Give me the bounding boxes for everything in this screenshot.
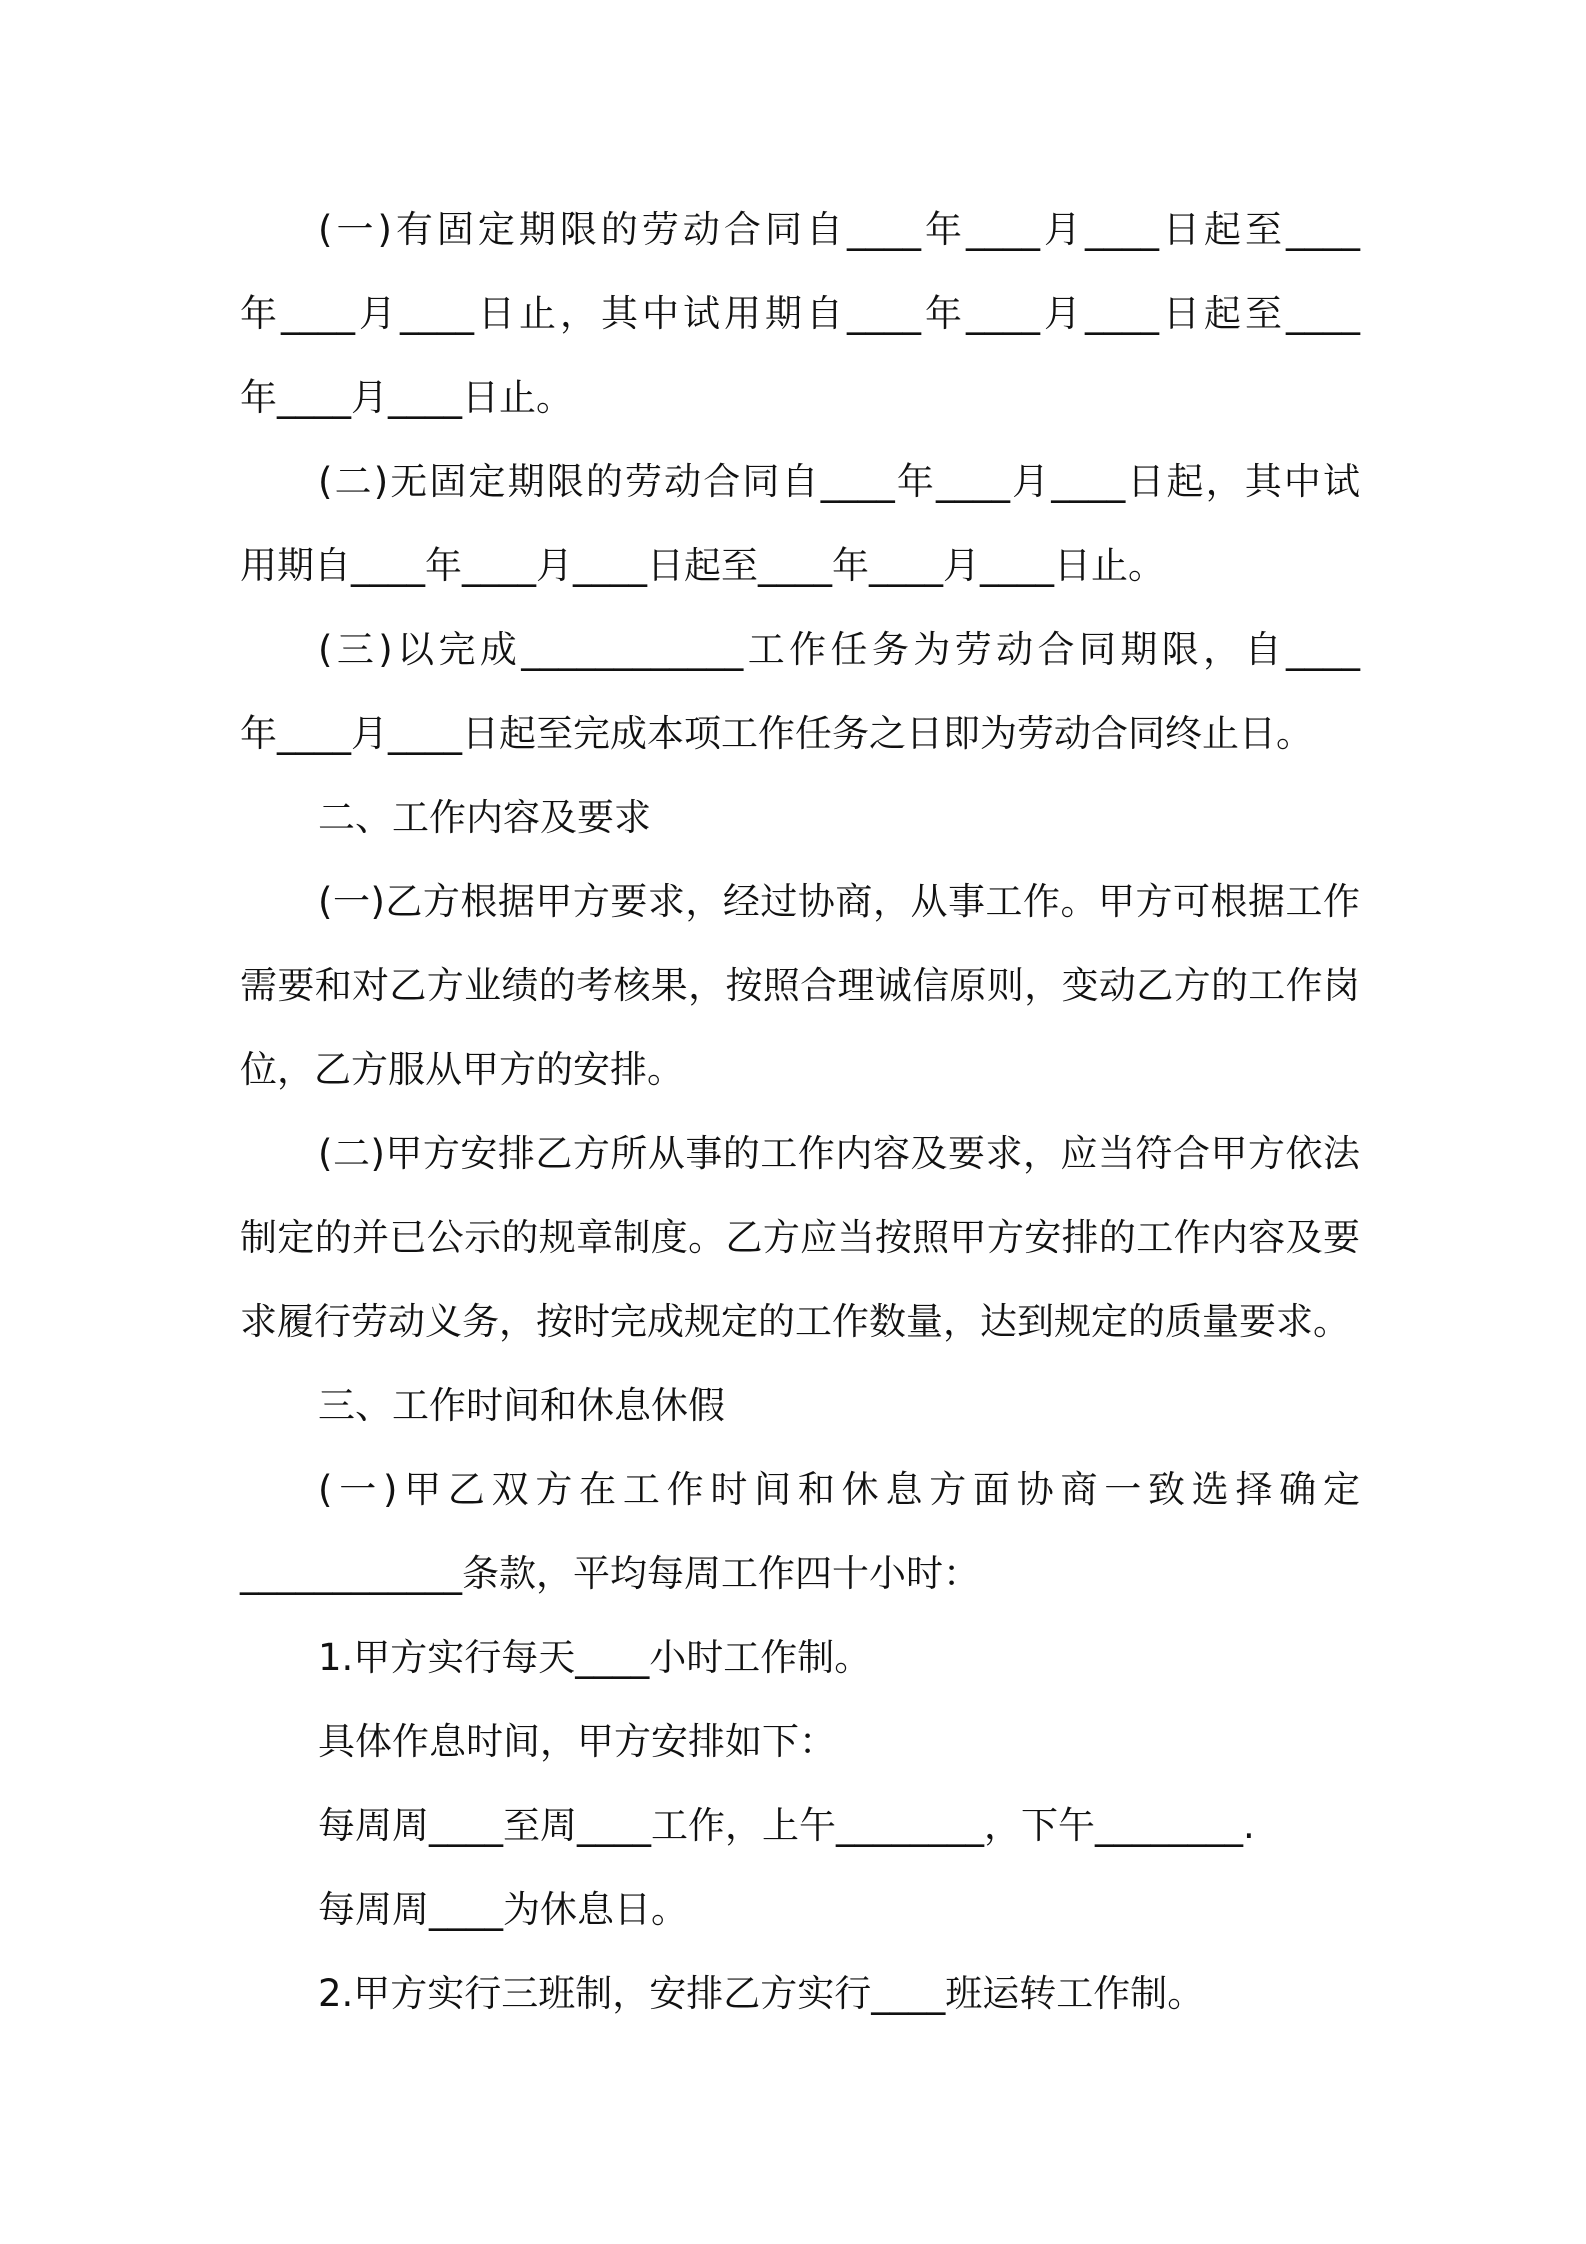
clause-2-2-line-2: 制定的并已公示的规章制度。乙方应当按照甲方安排的工作内容及要 (240, 1216, 1360, 1259)
item-2-line: 2.甲方实行三班制，安排乙方实行____班运转工作制。 (318, 1972, 1205, 2015)
schedule-intro-line: 具体作息时间，甲方安排如下： (318, 1720, 836, 1763)
section-3-heading: 三、工作时间和休息休假 (318, 1384, 725, 1427)
section-2-heading: 二、工作内容及要求 (318, 796, 651, 839)
clause-2-2-line-3: 求履行劳动义务，按时完成规定的工作数量，达到规定的质量要求。 (240, 1300, 1350, 1343)
item-1-line: 1.甲方实行每天____小时工作制。 (318, 1636, 872, 1679)
schedule-workdays-line: 每周周____至周____工作，上午________，下午________. (318, 1804, 1255, 1847)
clause-2-1-line-1: (一)乙方根据甲方要求，经过协商，从事工作。甲方可根据工作 (318, 880, 1360, 923)
clause-1-2-line-1: (二)无固定期限的劳动合同自____年____月____日起，其中试 (318, 460, 1360, 503)
clause-2-1-line-3: 位，乙方服从甲方的安排。 (240, 1048, 684, 1091)
clause-3-1-line-1: (一)甲乙双方在工作时间和休息方面协商一致选择确定 (318, 1468, 1360, 1511)
clause-2-1-line-2: 需要和对乙方业绩的考核果，按照合理诚信原则，变动乙方的工作岗 (240, 964, 1360, 1007)
schedule-restday-line: 每周周____为休息日。 (318, 1888, 688, 1931)
clause-1-1-line-2: 年____月____日止，其中试用期自____年____月____日起至____ (240, 292, 1360, 335)
clause-1-1-line-3: 年____月____日止。 (240, 376, 573, 419)
clause-3-1-line-2: ____________条款，平均每周工作四十小时： (240, 1552, 980, 1595)
clause-1-3-line-1: (三)以完成____________工作任务为劳动合同期限，自____ (318, 628, 1360, 671)
clause-1-1-line-1: (一)有固定期限的劳动合同自____年____月____日起至____ (318, 208, 1360, 251)
clause-1-3-line-2: 年____月____日起至完成本项工作任务之日即为劳动合同终止日。 (240, 712, 1313, 755)
clause-1-2-line-2: 用期自____年____月____日起至____年____月____日止。 (240, 544, 1165, 587)
clause-2-2-line-1: (二)甲方安排乙方所从事的工作内容及要求，应当符合甲方依法 (318, 1132, 1360, 1175)
